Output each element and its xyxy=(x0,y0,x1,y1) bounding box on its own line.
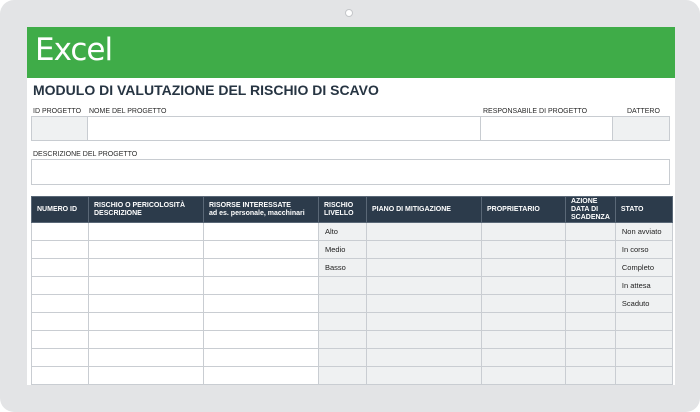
table-row xyxy=(32,277,673,295)
cell-piano-mitigazione[interactable] xyxy=(367,295,482,313)
cell-rischio-livello[interactable] xyxy=(319,349,367,367)
project-name-field[interactable] xyxy=(87,116,481,141)
cell-rischio-livello[interactable] xyxy=(319,277,367,295)
cell-piano-mitigazione[interactable] xyxy=(367,223,482,241)
cell-data-scadenza[interactable] xyxy=(566,331,616,349)
header-rischio-descrizione: RISCHIO O PERICOLOSITÀ DESCRIZIONE xyxy=(89,197,204,223)
cell-data-scadenza[interactable] xyxy=(566,295,616,313)
cell-numero-id[interactable] xyxy=(32,367,89,385)
cell-numero-id[interactable] xyxy=(32,349,89,367)
cell-piano-mitigazione[interactable] xyxy=(367,331,482,349)
cell-risorse-interessate[interactable] xyxy=(204,349,319,367)
spreadsheet-screen xyxy=(27,27,675,385)
excel-banner xyxy=(27,27,675,78)
cell-stato[interactable]: Scaduto xyxy=(615,295,672,313)
header-risorse-interessate: RISORSE INTERESSATE ad es. personale, macchinari xyxy=(204,197,319,223)
cell-rischio-descrizione[interactable] xyxy=(89,259,204,277)
cell-piano-mitigazione[interactable] xyxy=(367,241,482,259)
table-row xyxy=(32,349,673,367)
cell-rischio-livello[interactable]: Alto xyxy=(319,223,367,241)
header-stato: STATO xyxy=(615,197,672,223)
cell-numero-id[interactable] xyxy=(32,277,89,295)
cell-stato[interactable]: In corso xyxy=(615,241,672,259)
cell-data-scadenza[interactable] xyxy=(566,223,616,241)
cell-numero-id[interactable] xyxy=(32,331,89,349)
risk-table xyxy=(31,196,673,385)
project-id-field[interactable] xyxy=(31,116,88,141)
cell-rischio-livello[interactable] xyxy=(319,367,367,385)
cell-rischio-livello[interactable] xyxy=(319,313,367,331)
table-row xyxy=(32,223,673,241)
description-label: DESCRIZIONE DEL PROGETTO xyxy=(33,151,138,158)
cell-proprietario[interactable] xyxy=(482,241,566,259)
cell-risorse-interessate[interactable] xyxy=(204,331,319,349)
cell-risorse-interessate[interactable] xyxy=(204,259,319,277)
project-manager-field[interactable] xyxy=(480,116,613,141)
cell-rischio-descrizione[interactable] xyxy=(89,313,204,331)
header-rischio-livello: RISCHIO LIVELLO xyxy=(319,197,367,223)
cell-stato[interactable] xyxy=(615,331,672,349)
cell-risorse-interessate[interactable] xyxy=(204,295,319,313)
cell-stato[interactable] xyxy=(615,367,672,385)
cell-risorse-interessate[interactable] xyxy=(204,277,319,295)
project-manager-label: RESPONSABILE DI PROGETTO xyxy=(483,108,588,115)
cell-piano-mitigazione[interactable] xyxy=(367,349,482,367)
cell-stato[interactable]: Completo xyxy=(615,259,672,277)
cell-rischio-descrizione[interactable] xyxy=(89,349,204,367)
camera-dot xyxy=(345,9,353,17)
cell-rischio-descrizione[interactable] xyxy=(89,331,204,349)
cell-rischio-livello[interactable] xyxy=(319,295,367,313)
cell-rischio-descrizione[interactable] xyxy=(89,295,204,313)
cell-stato[interactable] xyxy=(615,313,672,331)
cell-numero-id[interactable] xyxy=(32,241,89,259)
cell-rischio-livello[interactable]: Medio xyxy=(319,241,367,259)
cell-data-scadenza[interactable] xyxy=(566,277,616,295)
cell-numero-id[interactable] xyxy=(32,223,89,241)
header-numero-id: NUMERO ID xyxy=(32,197,89,223)
table-row xyxy=(32,331,673,349)
cell-data-scadenza[interactable] xyxy=(566,313,616,331)
cell-risorse-interessate[interactable] xyxy=(204,223,319,241)
cell-data-scadenza[interactable] xyxy=(566,259,616,277)
cell-data-scadenza[interactable] xyxy=(566,241,616,259)
excel-logo-text: Excel xyxy=(35,32,113,68)
cell-risorse-interessate[interactable] xyxy=(204,367,319,385)
table-body xyxy=(32,223,673,385)
table-row xyxy=(32,295,673,313)
cell-rischio-descrizione[interactable] xyxy=(89,367,204,385)
cell-rischio-descrizione[interactable] xyxy=(89,223,204,241)
table-row xyxy=(32,241,673,259)
cell-piano-mitigazione[interactable] xyxy=(367,259,482,277)
table-row xyxy=(32,367,673,385)
cell-proprietario[interactable] xyxy=(482,223,566,241)
cell-rischio-livello[interactable] xyxy=(319,331,367,349)
cell-rischio-livello[interactable]: Basso xyxy=(319,259,367,277)
date-label: DATTERO xyxy=(627,108,660,115)
cell-piano-mitigazione[interactable] xyxy=(367,313,482,331)
header-data-scadenza: AZIONE DATA DI SCADENZA xyxy=(566,197,616,223)
cell-proprietario[interactable] xyxy=(482,349,566,367)
table-header-row xyxy=(32,197,673,223)
cell-numero-id[interactable] xyxy=(32,295,89,313)
cell-numero-id[interactable] xyxy=(32,259,89,277)
table-row xyxy=(32,313,673,331)
table-row xyxy=(32,259,673,277)
project-name-label: NOME DEL PROGETTO xyxy=(89,108,167,115)
cell-proprietario[interactable] xyxy=(482,313,566,331)
cell-proprietario[interactable] xyxy=(482,259,566,277)
cell-proprietario[interactable] xyxy=(482,295,566,313)
cell-data-scadenza[interactable] xyxy=(566,349,616,367)
form-title: MODULO DI VALUTAZIONE DEL RISCHIO DI SCAVO xyxy=(33,82,379,98)
cell-piano-mitigazione[interactable] xyxy=(367,277,482,295)
header-piano-mitigazione: PIANO DI MITIGAZIONE xyxy=(367,197,482,223)
cell-proprietario[interactable] xyxy=(482,331,566,349)
project-id-label: ID PROGETTO xyxy=(33,108,82,115)
cell-data-scadenza[interactable] xyxy=(566,367,616,385)
description-field[interactable] xyxy=(31,159,670,185)
cell-numero-id[interactable] xyxy=(32,313,89,331)
cell-stato[interactable] xyxy=(615,349,672,367)
cell-risorse-interessate[interactable] xyxy=(204,241,319,259)
cell-rischio-descrizione[interactable] xyxy=(89,277,204,295)
cell-risorse-interessate[interactable] xyxy=(204,313,319,331)
cell-rischio-descrizione[interactable] xyxy=(89,241,204,259)
cell-stato[interactable]: In attesa xyxy=(615,277,672,295)
header-proprietario: PROPRIETARIO xyxy=(482,197,566,223)
cell-stato[interactable]: Non avviato xyxy=(615,223,672,241)
cell-piano-mitigazione[interactable] xyxy=(367,367,482,385)
cell-proprietario[interactable] xyxy=(482,367,566,385)
date-field[interactable] xyxy=(612,116,670,141)
cell-proprietario[interactable] xyxy=(482,277,566,295)
